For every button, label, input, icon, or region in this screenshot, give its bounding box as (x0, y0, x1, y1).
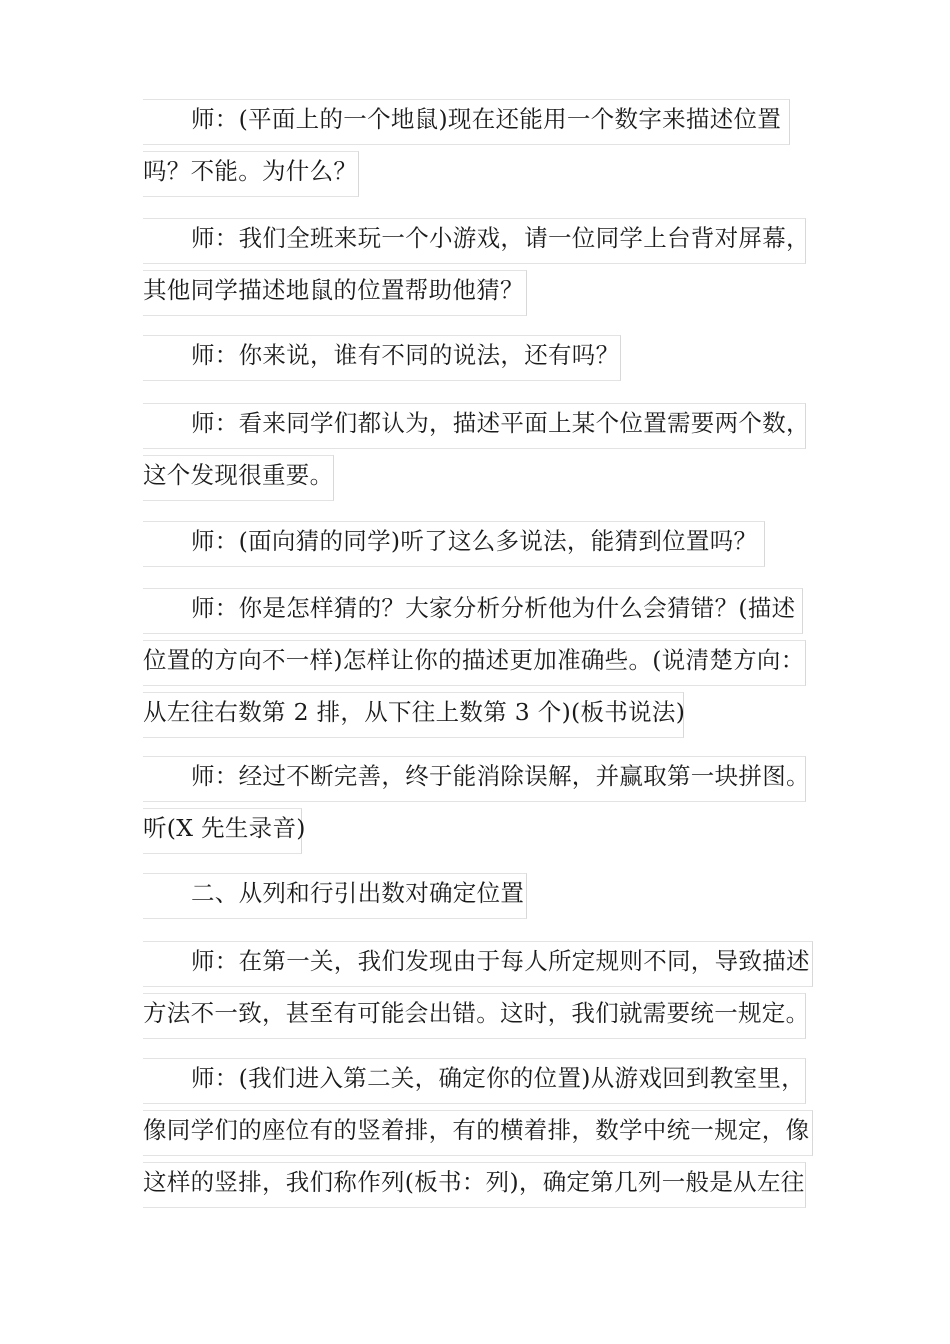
text-line: 听(X 先生录音) (143, 802, 302, 854)
paragraph-9 (143, 1052, 813, 1208)
paragraph-1 (143, 93, 790, 197)
text-line: 二、从列和行引出数对确定位置 (143, 867, 527, 919)
paragraph-7 (143, 750, 810, 854)
text-line: 师：(平面上的一个地鼠)现在还能用一个数字来描述位置 (143, 93, 790, 145)
section-heading (143, 867, 527, 919)
text-line: 吗？不能。为什么？ (143, 145, 359, 197)
paragraph-8 (143, 935, 813, 1039)
paragraph-6 (143, 582, 806, 738)
paragraph-5 (143, 515, 765, 567)
text-line: 从左往右数第 2 排，从下往上数第 3 个)(板书说法) (143, 686, 684, 738)
paragraph-4 (143, 397, 810, 501)
text-line: 这样的竖排，我们称作列(板书：列)，确定第几列一般是从左往 (143, 1156, 806, 1208)
text-line: 位置的方向不一样)怎样让你的描述更加准确些。(说清楚方向： (143, 634, 806, 686)
text-line: 其他同学描述地鼠的位置帮助他猜？ (143, 264, 527, 316)
text-line: 师：你是怎样猜的？大家分析分析他为什么会猜错？(描述 (143, 582, 803, 634)
text-line: 师：在第一关，我们发现由于每人所定规则不同，导致描述 (143, 935, 813, 987)
text-line: 师：我们全班来玩一个小游戏，请一位同学上台背对屏幕， (143, 212, 806, 264)
text-line: 这个发现很重要。 (143, 449, 334, 501)
paragraph-3 (143, 329, 621, 381)
paragraph-2 (143, 212, 810, 316)
text-line: 师：(面向猜的同学)听了这么多说法，能猜到位置吗？ (143, 515, 765, 567)
text-line: 师：(我们进入第二关，确定你的位置)从游戏回到教室里， (143, 1052, 806, 1104)
text-line: 师：经过不断完善，终于能消除误解，并赢取第一块拼图。 (143, 750, 806, 802)
text-line: 师：你来说，谁有不同的说法，还有吗？ (143, 329, 621, 381)
text-line: 师：看来同学们都认为，描述平面上某个位置需要两个数， (143, 397, 806, 449)
text-line: 方法不一致，甚至有可能会出错。这时，我们就需要统一规定。 (143, 987, 806, 1039)
text-line: 像同学们的座位有的竖着排，有的横着排，数学中统一规定，像 (143, 1104, 813, 1156)
